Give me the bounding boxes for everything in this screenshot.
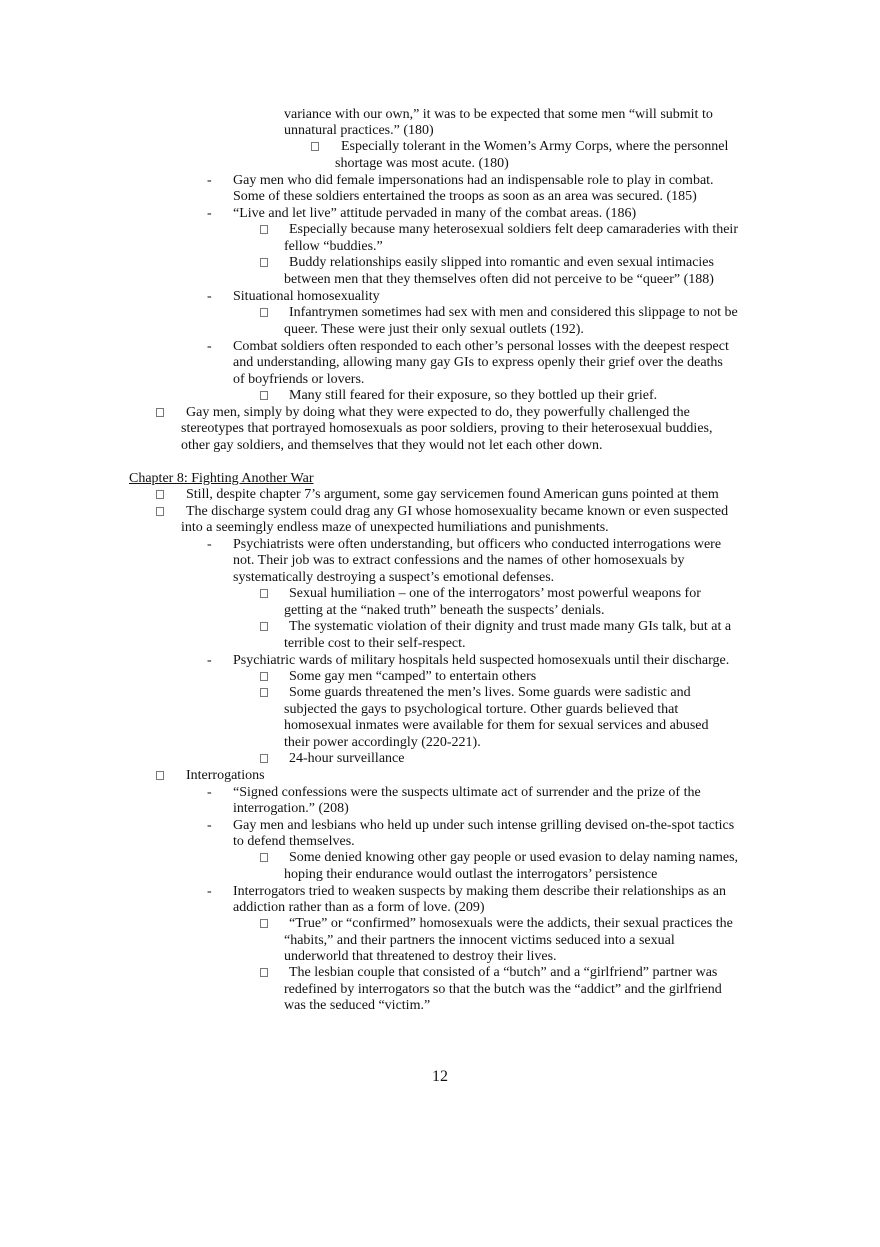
text-line: Sexual humiliation – one of the interrogators’ most powerful weapons for — [289, 586, 701, 601]
text-line: between men that they themselves often did not perceive to be “queer” (188) — [284, 272, 714, 287]
dash-bullet: - — [207, 785, 212, 800]
text-line: fellow “buddies.” — [284, 239, 383, 254]
text-line: Many still feared for their exposure, so they bottled up their grief. — [289, 388, 658, 403]
text-line: redefined by interrogators so that the butch was the “addict” and the girlfriend — [284, 982, 722, 997]
chapter-heading: Chapter 8: Fighting Another War — [129, 471, 314, 486]
square-bullet-icon — [260, 308, 268, 317]
text-line: Situational homosexuality — [233, 289, 380, 304]
dash-bullet: - — [207, 339, 212, 354]
dash-bullet: - — [207, 537, 212, 552]
square-bullet-icon — [260, 919, 268, 928]
text-line: into a seemingly endless maze of unexpected humiliations and punishments. — [181, 520, 609, 535]
square-bullet-icon — [260, 754, 268, 763]
text-line: Some of these soldiers entertained the troops as soon as an area was secured. (185) — [233, 189, 697, 204]
text-line: other gay soldiers, and themselves that they would not let each other down. — [181, 438, 603, 453]
text-line: not. Their job was to extract confessions and the names of other homosexuals by — [233, 553, 685, 568]
text-line: The systematic violation of their dignity and trust made many GIs talk, but at a — [289, 619, 732, 634]
square-bullet-icon — [260, 622, 268, 631]
text-line: and understanding, allowing many gay GIs to express openly their grief over the deaths — [233, 355, 723, 370]
text-line: Especially tolerant in the Women’s Army Corps, where the personnel — [341, 139, 729, 154]
text-line: stereotypes that portrayed homosexuals as poor soldiers, proving to their heterosexual buddies, — [181, 421, 713, 436]
text-line: homosexual inmates were available for them for sexual services and abused — [284, 718, 709, 733]
text-line: subjected the gays to psychological torture. Other guards believed that — [284, 702, 679, 717]
text-line: systematically destroying a suspect’s emotional defenses. — [233, 570, 555, 585]
dash-bullet: - — [207, 206, 212, 221]
text-line: underworld that threatened to destroy their lives. — [284, 949, 557, 964]
text-line: Some gay men “camped” to entertain others — [289, 669, 537, 684]
page-number: 12 — [432, 1068, 448, 1085]
square-bullet-icon — [260, 968, 268, 977]
text-line: was the seduced “victim.” — [284, 998, 431, 1013]
text-line: interrogation.” (208) — [233, 801, 349, 816]
text-line: Some denied knowing other gay people or used evasion to delay naming names, — [289, 850, 739, 865]
text-line: Psychiatric wards of military hospitals held suspected homosexuals until their discharge. — [233, 653, 730, 668]
text-line: addiction rather than as a form of love. (209) — [233, 900, 485, 915]
text-line: shortage was most acute. (180) — [335, 156, 509, 171]
square-bullet-icon — [156, 490, 164, 499]
square-bullet-icon — [260, 589, 268, 598]
dash-bullet: - — [207, 884, 212, 899]
text-line: Infantrymen sometimes had sex with men and considered this slippage to not be — [289, 305, 738, 320]
text-line: getting at the “naked truth” beneath the suspects’ denials. — [284, 603, 605, 618]
text-line: Interrogations — [186, 768, 265, 783]
square-bullet-icon — [156, 408, 164, 417]
square-bullet-icon — [156, 771, 164, 780]
text-line: Still, despite chapter 7’s argument, some gay servicemen found American guns pointed at them — [186, 487, 719, 502]
dash-bullet: - — [207, 173, 212, 188]
square-bullet-icon — [260, 225, 268, 234]
dash-bullet: - — [207, 818, 212, 833]
text-line: variance with our own,” it was to be expected that some men “will submit to — [284, 107, 713, 122]
text-line: Gay men who did female impersonations had an indispensable role to play in combat. — [233, 173, 714, 188]
text-line: “Signed confessions were the suspects ultimate act of surrender and the prize of the — [233, 785, 701, 800]
square-bullet-icon — [311, 142, 319, 151]
square-bullet-icon — [260, 258, 268, 267]
text-line: queer. These were just their only sexual outlets (192). — [284, 322, 584, 337]
square-bullet-icon — [260, 688, 268, 697]
square-bullet-icon — [260, 391, 268, 400]
text-line: Especially because many heterosexual soldiers felt deep camaraderies with their — [289, 222, 738, 237]
text-line: Some guards threatened the men’s lives. Some guards were sadistic and — [289, 685, 691, 700]
square-bullet-icon — [260, 853, 268, 862]
text-line: Gay men and lesbians who held up under such intense grilling devised on-the-spot tactics — [233, 818, 735, 833]
text-line: The discharge system could drag any GI whose homosexuality became known or even suspected — [186, 504, 729, 519]
text-line: Interrogators tried to weaken suspects by making them describe their relationships as an — [233, 884, 726, 899]
square-bullet-icon — [156, 507, 164, 516]
dash-bullet: - — [207, 289, 212, 304]
text-line: hoping their endurance would outlast the interrogators’ persistence — [284, 867, 658, 882]
dash-bullet: - — [207, 653, 212, 668]
text-line: to defend themselves. — [233, 834, 355, 849]
text-line: Psychiatrists were often understanding, but officers who conducted interrogations were — [233, 537, 722, 552]
text-line: Gay men, simply by doing what they were expected to do, they powerfully challenged the — [186, 405, 690, 420]
text-line: terrible cost to their self-respect. — [284, 636, 466, 651]
text-line: “habits,” and their partners the innocent victims seduced into a sexual — [284, 933, 675, 948]
text-line: “True” or “confirmed” homosexuals were the addicts, their sexual practices the — [289, 916, 733, 931]
text-line: of boyfriends or lovers. — [233, 372, 365, 387]
text-line: Combat soldiers often responded to each other’s personal losses with the deepest respect — [233, 339, 729, 354]
text-line: Buddy relationships easily slipped into romantic and even sexual intimacies — [289, 255, 714, 270]
text-line: their power accordingly (220-221). — [284, 735, 481, 750]
text-line: “Live and let live” attitude pervaded in many of the combat areas. (186) — [233, 206, 637, 221]
text-line: unnatural practices.” (180) — [284, 123, 434, 138]
text-line: The lesbian couple that consisted of a “butch” and a “girlfriend” partner was — [289, 965, 718, 980]
square-bullet-icon — [260, 672, 268, 681]
text-line: 24-hour surveillance — [289, 751, 405, 766]
